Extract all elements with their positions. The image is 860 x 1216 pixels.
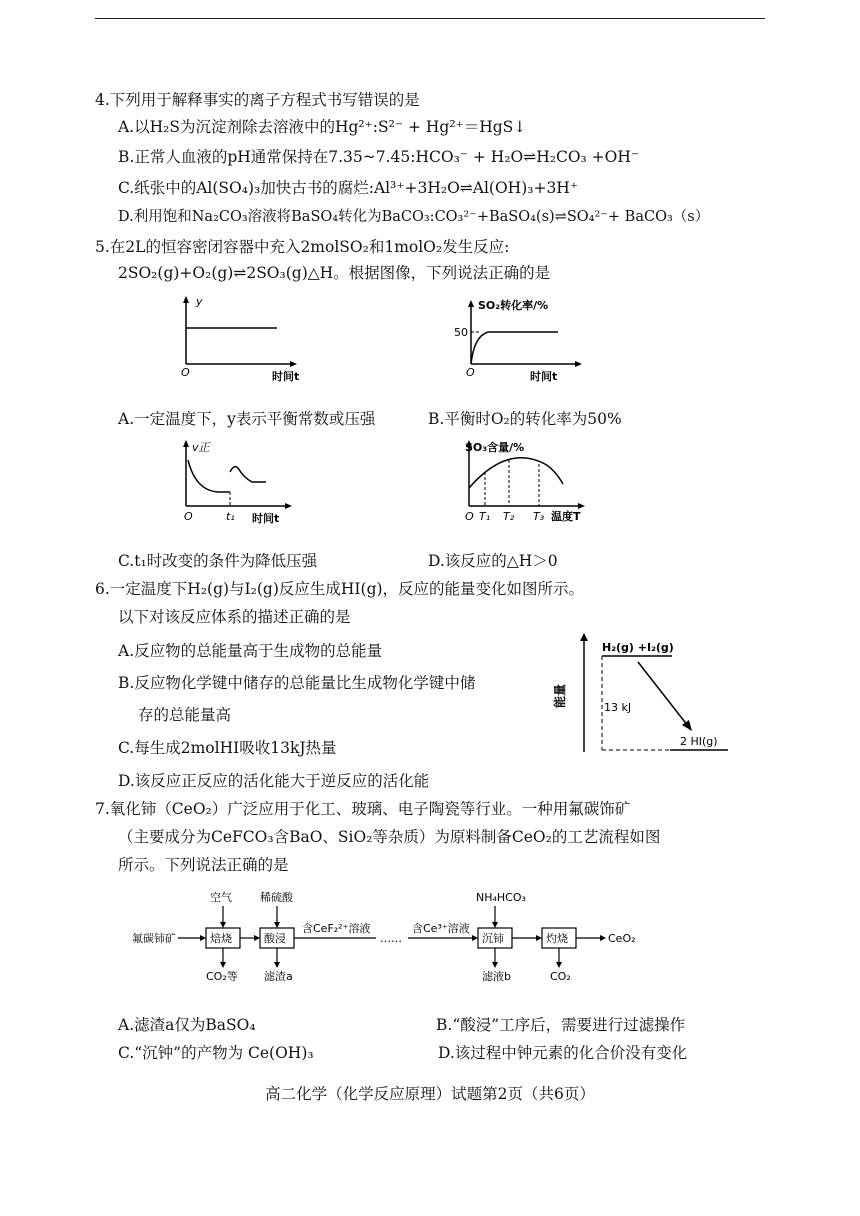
graph-b-xlabel: 时间t [530, 370, 558, 383]
q7-option-a: A.滤渣a仅为BaSO₄ [118, 1016, 256, 1034]
q4-option-a: A.以H₂S为沉淀剂除去溶液中的Hg²⁺:S²⁻ + Hg²⁺＝HgS↓ [118, 118, 527, 136]
flow-step1: 焙烧 [210, 932, 232, 945]
q5-graph-a [165, 292, 305, 384]
q5-option-c: C.t₁时改变的条件为降低压强 [118, 552, 318, 570]
graph-d-tick-t3: T₃ [533, 510, 545, 523]
graph-b-tick: 50 [454, 326, 468, 339]
graph-d-tick-t2: T₂ [503, 510, 515, 523]
q6-option-b-cont: 存的总能量高 [138, 706, 232, 724]
graph-a-xlabel: 时间t [272, 370, 300, 383]
q7-line2: （主要成分为CeFCO₃含BaO、SiO₂等杂质）为原料制备CeO₂的工艺流程如图 [118, 828, 661, 846]
q7-line1: 7.氧化铈（CeO₂）广泛应用于化工、玻璃、电子陶瓷等行业。一种用氟碳饰矿 [95, 800, 631, 818]
q4-stem: 4.下列用于解释事实的离子方程式书写错误的是 [95, 91, 420, 109]
q7-line3: 所示。下列说法正确的是 [118, 856, 289, 874]
graph-d-tick-t1: T₁ [479, 510, 491, 523]
graph-c-ylabel: v正 [192, 441, 210, 454]
page-footer: 高二化学（化学反应原理）试题第2页（共6页） [265, 1085, 595, 1103]
energy-axis-label: 能量 [553, 683, 567, 708]
flow-out4: CO₂ [550, 970, 571, 983]
energy-product-label: 2 HI(g) [680, 735, 718, 748]
q6-option-c: C.每生成2molHI吸收13kJ热量 [118, 739, 337, 757]
q6-option-d: D.该反应正反应的活化能大于逆反应的活化能 [118, 772, 430, 790]
flow-step4: 灼烧 [546, 932, 568, 945]
flow-mid2: 含Ce³⁺溶液 [412, 922, 470, 935]
flow-out1: CO₂等 [206, 970, 238, 983]
q4-option-d: D.利用饱和Na₂CO₃溶液将BaSO₄转化为BaCO₃:CO₃²⁻+BaSO₄(s)⇌SO₄²⁻+ BaCO₃（s） [118, 209, 710, 225]
graph-d-origin: O [465, 510, 474, 523]
graph-c-xlabel: 时间t [252, 512, 280, 525]
graph-a-ylabel: y [196, 295, 203, 308]
q7-process-flow [130, 886, 650, 986]
flow-out2: 滤渣a [264, 970, 293, 983]
graph-c-origin: O [184, 510, 193, 523]
flow-step2: 酸浸 [264, 932, 286, 945]
graph-d-ylabel: SO₃含量/% [465, 441, 525, 454]
graph-c-tick: t₁ [226, 510, 235, 523]
flow-step3: 沉铈 [482, 932, 504, 945]
q6-option-b: B.反应物化学键中储存的总能量比生成物化学键中储 [118, 674, 476, 692]
q5-option-a: A.一定温度下，y表示平衡常数或压强 [118, 410, 376, 428]
graph-d-xlabel: 温度T [551, 510, 581, 523]
q4-option-b: B.正常人血液的pH通常保持在7.35~7.45:HCO₃⁻ + H₂O⇌H₂CO₃ +OH⁻ [118, 148, 640, 166]
q6-option-a: A.反应物的总能量高于生成物的总能量 [118, 642, 383, 660]
q6-energy-diagram [553, 630, 742, 758]
graph-a-origin: O [181, 366, 190, 379]
q5-graph-c [170, 436, 300, 528]
graph-b-ylabel: SO₂转化率/% [478, 299, 549, 312]
q4-option-c: C.纸张中的Al(SO₄)₃加快古书的腐烂:Al³⁺+3H₂O⇌Al(OH)₃+3H⁺ [118, 179, 579, 197]
q6-stem: 6.一定温度下H₂(g)与I₂(g)反应生成HI(g)，反应的能量变化如图所示。 [95, 580, 585, 598]
graph-b-origin: O [466, 366, 475, 379]
energy-reactant-label: H₂(g) +I₂(g) [602, 641, 674, 654]
q5-graph-b [450, 292, 600, 384]
header-rule [95, 18, 765, 19]
flow-in3: NH₄HCO₃ [476, 891, 526, 904]
flow-in1: 空气 [210, 891, 232, 904]
q5-option-d: D.该反应的△H＞0 [428, 552, 558, 570]
q5-option-b: B.平衡时O₂的转化率为50% [428, 410, 622, 428]
q7-option-c: C.“沉钟”的产物为 Ce(OH)₃ [118, 1044, 314, 1062]
q5-graph-d [455, 436, 605, 528]
flow-in2: 稀硫酸 [260, 891, 293, 904]
q5-stem: 5.在2L的恒容密闭容器中充入2molSO₂和1molO₂发生反应: [95, 238, 510, 256]
q6-stem2: 以下对该反应体系的描述正确的是 [118, 608, 351, 626]
flow-end: CeO₂ [608, 932, 636, 945]
flow-dots: …… [380, 932, 402, 945]
flow-start: 氟碳铈矿 [132, 932, 176, 945]
q5-equation: 2SO₂(g)+O₂(g)⇌2SO₃(g)△H。根据图像，下列说法正确的是 [118, 264, 551, 282]
flow-mid1: 含CeF₂²⁺溶液 [302, 922, 371, 935]
q7-option-b: B.“酸浸”工序后，需要进行过滤操作 [436, 1016, 686, 1034]
energy-delta-label: 13 kJ [604, 701, 632, 714]
q7-option-d: D.该过程中钟元素的化合价没有变化 [438, 1044, 688, 1062]
flow-out3: 滤液b [482, 970, 511, 983]
